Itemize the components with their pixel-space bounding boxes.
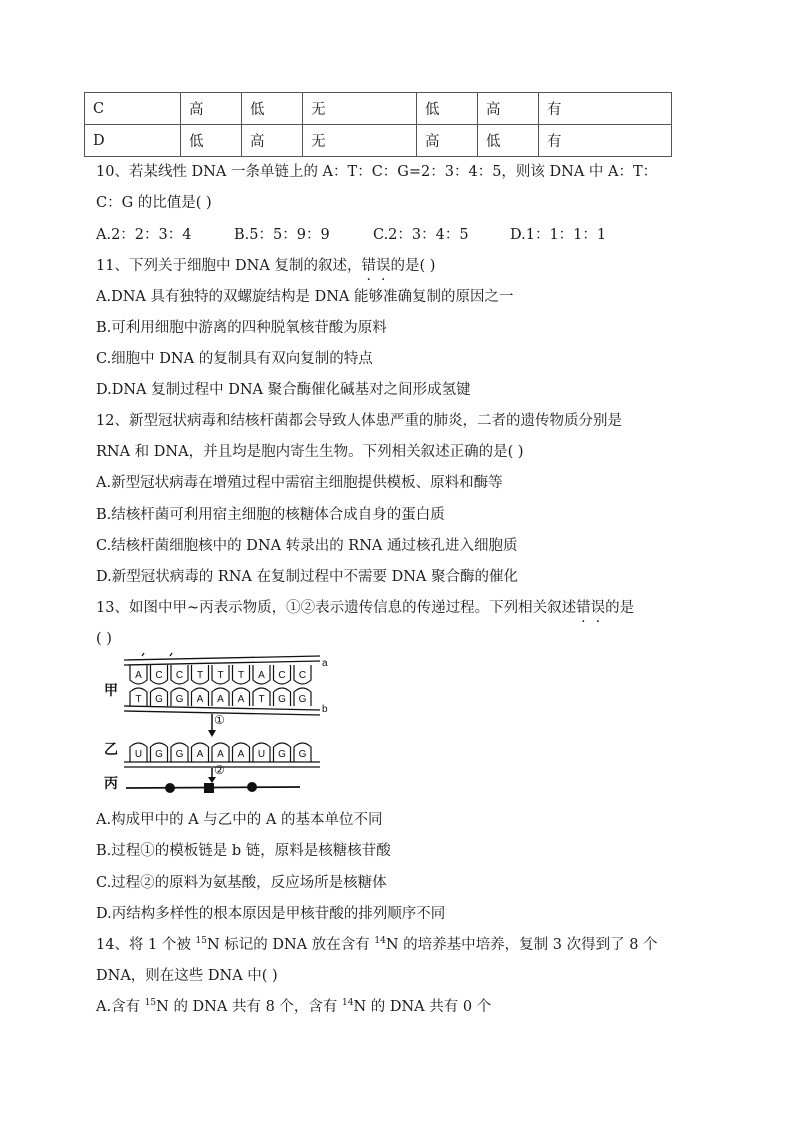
base-letter: G xyxy=(298,749,307,760)
label-yi: 乙 xyxy=(104,741,118,757)
q13-option-d[interactable]: D.丙结构多样性的根本原因是甲核苷酸的排列顺序不同 xyxy=(96,906,446,922)
q10-option-c[interactable]: C.2：3：4：5 xyxy=(373,227,469,243)
q14-text: N 标记的 DNA 放在含有 xyxy=(206,937,375,953)
q13-stem-text: 13、如图中甲~丙表示物质，①②表示遗传信息的传递过程。下列相关叙述 xyxy=(96,600,577,616)
amino-acid xyxy=(204,783,214,793)
q10-option-d[interactable]: D.1：1：1：1 xyxy=(510,227,607,243)
table-cell: D xyxy=(85,125,181,157)
base-letter: A xyxy=(196,694,204,705)
base-letter: U xyxy=(257,749,266,760)
arrow-2-head xyxy=(208,777,216,783)
q11-stem-text: 11、下列关于细胞中 DNA 复制的叙述， xyxy=(96,258,362,274)
amino-acid xyxy=(165,783,175,793)
base-letter: T xyxy=(196,670,204,681)
q11-option-d[interactable]: D.DNA 复制过程中 DNA 聚合酶催化碱基对之间形成氢键 xyxy=(96,382,471,398)
table-cell: 高 xyxy=(478,93,539,125)
isotope-superscript: 15 xyxy=(144,998,157,1009)
table-cell: 无 xyxy=(303,93,417,125)
base-letter: A xyxy=(217,694,224,705)
q12-option-c[interactable]: C.结核杆菌细胞核中的 DNA 转录出的 RNA 通过核孔进入细胞质 xyxy=(96,538,518,554)
base-letter: G xyxy=(155,694,163,705)
q12-stem-line2: RNA 和 DNA，并且均是胞内寄生生物。下列相关叙述正确的是( ) xyxy=(96,444,524,460)
base-letter: G xyxy=(175,749,184,760)
emphasis-char: 误 xyxy=(375,258,391,274)
emphasis-char: 误 xyxy=(590,600,606,616)
tick-marks xyxy=(142,653,172,656)
isotope-superscript: 14 xyxy=(342,998,354,1009)
base-letter: G xyxy=(175,694,184,705)
answer-table xyxy=(84,92,672,157)
q13-stem xyxy=(96,598,634,618)
label-bing: 丙 xyxy=(104,775,118,791)
strand-label-a: a xyxy=(322,658,328,669)
base-letter: A xyxy=(196,749,204,760)
table-cell: 低 xyxy=(242,93,303,125)
q10-option-b[interactable]: B.5：5：9：9 xyxy=(234,227,330,243)
q13-stem-line2: ( ) xyxy=(96,631,112,647)
strand-b-bases xyxy=(130,688,311,706)
q12-option-d[interactable]: D.新型冠状病毒的 RNA 在复制过程中不需要 DNA 聚合酶的催化 xyxy=(96,569,519,585)
arrow-1-head xyxy=(208,730,216,737)
table-cell: 有 xyxy=(539,125,672,157)
isotope-superscript: 14 xyxy=(374,936,386,947)
step-1-label: ① xyxy=(214,713,225,727)
q10-stem-line1: 10、若某线性 DNA 一条单链上的 A：T：C：G=2：3：4：5，则该 DNA 中 A：T： xyxy=(96,164,658,180)
base-letter: T xyxy=(135,694,142,705)
q13-stem-tail: 的是 xyxy=(605,600,635,616)
amino-acid xyxy=(247,782,257,792)
base-letter: G xyxy=(155,749,163,760)
table-cell: 低 xyxy=(417,93,478,125)
emphasis-char: 错 xyxy=(361,258,376,274)
base-letter: A xyxy=(135,670,142,681)
base-letter: A xyxy=(258,670,265,681)
q13-option-a[interactable]: A.构成甲中的 A 与乙中的 A 的基本单位不同 xyxy=(96,812,383,828)
q14-stem-line2: DNA，则在这些 DNA 中( ) xyxy=(96,968,278,984)
q12-option-a[interactable]: A.新型冠状病毒在增殖过程中需宿主细胞提供模板、原料和酶等 xyxy=(96,475,503,491)
strand-label-b: b xyxy=(322,704,328,715)
q14-a-text: N 的 DNA 共有 0 个 xyxy=(353,999,492,1015)
q11-stem-tail: 的是( ) xyxy=(390,258,436,274)
emphasis-char: 错 xyxy=(576,600,591,616)
table-cell: 有 xyxy=(539,93,672,125)
q13-option-b[interactable]: B.过程①的模板链是 b 链，原料是核糖核苷酸 xyxy=(96,843,391,859)
table-row xyxy=(85,93,672,125)
base-letter: G xyxy=(278,749,286,760)
base-letter: T xyxy=(258,694,265,705)
q10-option-a[interactable]: A.2：2：3：4 xyxy=(96,227,192,243)
base-letter: C xyxy=(278,670,286,681)
base-letter: C xyxy=(155,670,163,681)
base-letter: U xyxy=(134,749,143,760)
table-cell: 高 xyxy=(417,125,478,157)
table-cell: 高 xyxy=(181,93,242,125)
q14-option-a[interactable] xyxy=(96,997,491,1017)
table-cell: 低 xyxy=(181,125,242,157)
q12-option-b[interactable]: B.结核杆菌可利用宿主细胞的核糖体合成自身的蛋白质 xyxy=(96,507,445,523)
base-letter: C xyxy=(298,670,307,681)
q14-a-text: N 的 DNA 共有 8 个，含有 xyxy=(156,999,343,1015)
base-letter: G xyxy=(298,694,307,705)
table-cell: 无 xyxy=(303,125,417,157)
q11-stem xyxy=(96,256,435,276)
strand-a-backbone xyxy=(124,656,320,665)
q13-option-c[interactable]: C.过程②的原料为氨基酸，反应场所是核糖体 xyxy=(96,875,387,891)
table-cell: 低 xyxy=(478,125,539,157)
q14-text: N 的培养基中培养，复制 3 次得到了 8 个 xyxy=(385,937,658,953)
base-letter: C xyxy=(175,670,184,681)
q14-text: 14、将 1 个被 xyxy=(96,937,196,953)
table-row xyxy=(85,125,672,157)
base-letter: A xyxy=(217,749,224,760)
base-letter: A xyxy=(237,749,245,760)
q11-option-c[interactable]: C.细胞中 DNA 的复制具有双向复制的特点 xyxy=(96,351,373,367)
q14-a-text: A.含有 xyxy=(96,999,145,1015)
label-jia: 甲 xyxy=(104,682,118,698)
q11-option-a[interactable]: A.DNA 具有独特的双螺旋结构是 DNA 能够准确复制的原因之一 xyxy=(96,289,514,305)
rna-bases xyxy=(130,743,311,762)
strand-b-backbone xyxy=(124,706,320,715)
dna-transcription-figure xyxy=(100,650,332,796)
base-letter: G xyxy=(278,694,286,705)
q10-stem-line2: C：G 的比值是( ) xyxy=(96,195,212,211)
q14-stem-line1 xyxy=(96,935,658,955)
base-letter: A xyxy=(237,694,245,705)
table-cell: C xyxy=(85,93,181,125)
table-cell: 高 xyxy=(242,125,303,157)
base-letter: T xyxy=(217,670,224,681)
q11-option-b[interactable]: B.可利用细胞中游离的四种脱氧核苷酸为原料 xyxy=(96,320,387,336)
strand-a-bases xyxy=(130,665,311,684)
isotope-superscript: 15 xyxy=(195,936,207,947)
q12-stem-line1: 12、新型冠状病毒和结核杆菌都会导致人体患严重的肺炎，二者的遗传物质分别是 xyxy=(96,413,622,429)
base-letter: T xyxy=(237,670,245,681)
step-2-label: ② xyxy=(214,763,225,777)
